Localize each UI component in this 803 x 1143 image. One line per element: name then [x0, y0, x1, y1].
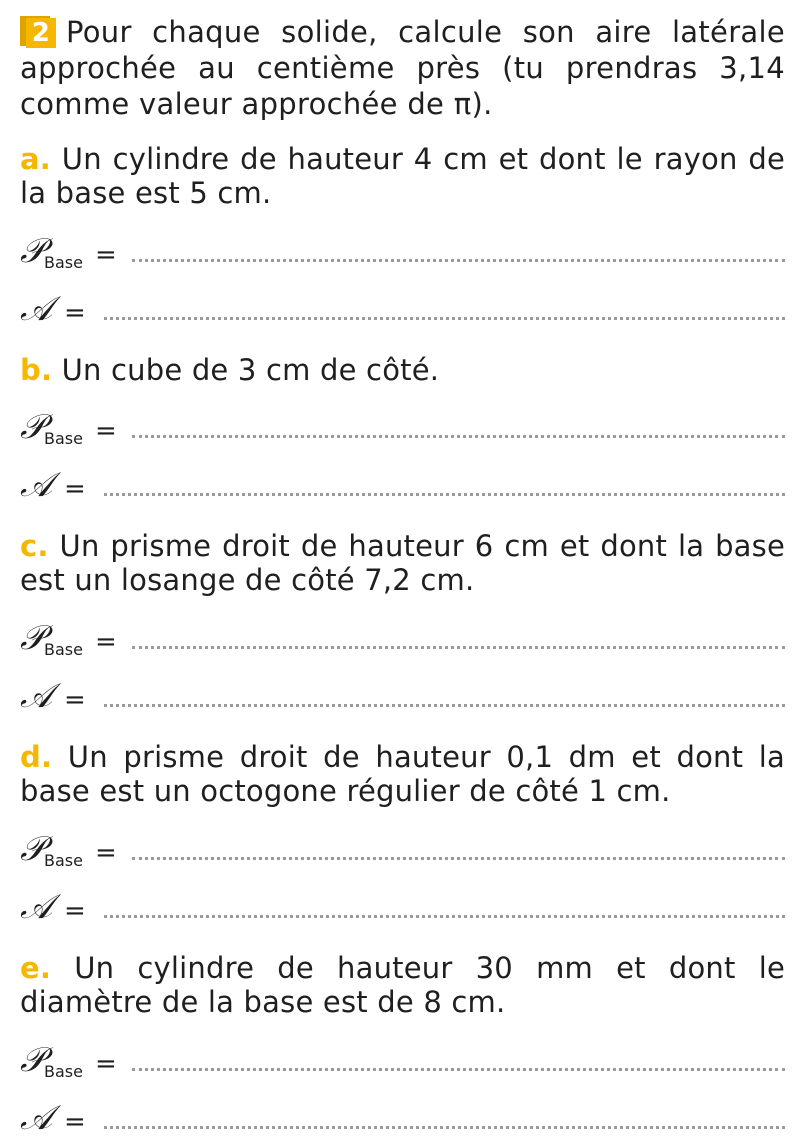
- question-text: Un prisme droit de hauteur 6 cm et dont la base est un losange de côté 7,2 cm.: [20, 529, 785, 597]
- answer-area-c: [20, 675, 785, 715]
- perimeter-symbol: 𝒫: [20, 829, 45, 869]
- answer-field[interactable]: [132, 646, 785, 649]
- answer-field[interactable]: [132, 259, 785, 262]
- equals-sign: =: [64, 298, 86, 328]
- equals-sign: =: [64, 1107, 86, 1137]
- answer-field[interactable]: [104, 493, 785, 496]
- question-e: [20, 951, 785, 1019]
- question-letter: c.: [20, 529, 49, 563]
- exercise-number-badge: [20, 16, 60, 46]
- question-c: [20, 529, 785, 597]
- equals-sign: =: [64, 685, 86, 715]
- area-symbol: 𝒜: [20, 289, 53, 329]
- question-text: Un cube de 3 cm de côté.: [61, 353, 440, 387]
- perimeter-subscript: Base: [44, 640, 83, 659]
- equals-sign: =: [64, 474, 86, 504]
- question-d: [20, 740, 785, 808]
- equals-sign: =: [95, 838, 117, 868]
- equals-sign: =: [95, 416, 117, 446]
- equals-sign: =: [64, 896, 86, 926]
- equals-sign: =: [95, 240, 117, 270]
- question-text: Un cylindre de hauteur 30 mm et dont le diamètre de la base est de 8 cm.: [20, 951, 785, 1019]
- question-letter: d.: [20, 740, 53, 774]
- equals-sign: =: [95, 627, 117, 657]
- equals-sign: =: [95, 1049, 117, 1079]
- area-symbol: 𝒜: [20, 676, 53, 716]
- question-a: [20, 142, 785, 210]
- answer-area-a: [20, 288, 785, 328]
- answer-area-b: [20, 464, 785, 504]
- answer-area-d: [20, 886, 785, 926]
- answer-perimeter-e: [20, 1039, 785, 1079]
- question-text: Un prisme droit de hauteur 0,1 dm et dont la base est un octogone régulier de côté 1 cm.: [20, 740, 785, 808]
- answer-perimeter-a: [20, 230, 785, 270]
- perimeter-symbol: 𝒫: [20, 618, 45, 658]
- perimeter-symbol: 𝒫: [20, 231, 45, 271]
- question-letter: b.: [20, 353, 53, 387]
- answer-perimeter-b: [20, 406, 785, 446]
- answer-field[interactable]: [132, 1068, 785, 1071]
- question-letter: e.: [20, 951, 52, 985]
- answer-field[interactable]: [104, 704, 785, 707]
- answer-area-e: [20, 1097, 785, 1137]
- question-letter: a.: [20, 142, 51, 176]
- instructions-text: Pour chaque solide, calcule son aire latérale approchée au centième près (tu prendras 3,14 comme valeur approchée de π).: [20, 15, 785, 121]
- answer-perimeter-c: [20, 617, 785, 657]
- question-b: [20, 353, 785, 387]
- answer-perimeter-d: [20, 828, 785, 868]
- exercise-instructions: [20, 14, 785, 122]
- perimeter-symbol: 𝒫: [20, 407, 45, 447]
- answer-field[interactable]: [104, 1126, 785, 1129]
- perimeter-subscript: Base: [44, 429, 83, 448]
- area-symbol: 𝒜: [20, 1098, 53, 1138]
- area-symbol: 𝒜: [20, 465, 53, 505]
- answer-field[interactable]: [104, 317, 785, 320]
- perimeter-subscript: Base: [44, 851, 83, 870]
- perimeter-symbol: 𝒫: [20, 1040, 45, 1080]
- perimeter-subscript: Base: [44, 1062, 83, 1081]
- answer-field[interactable]: [132, 435, 785, 438]
- answer-field[interactable]: [132, 857, 785, 860]
- answer-field[interactable]: [104, 915, 785, 918]
- perimeter-subscript: Base: [44, 253, 83, 272]
- exercise-number: 2: [26, 18, 56, 48]
- question-text: Un cylindre de hauteur 4 cm et dont le rayon de la base est 5 cm.: [20, 142, 785, 210]
- area-symbol: 𝒜: [20, 887, 53, 927]
